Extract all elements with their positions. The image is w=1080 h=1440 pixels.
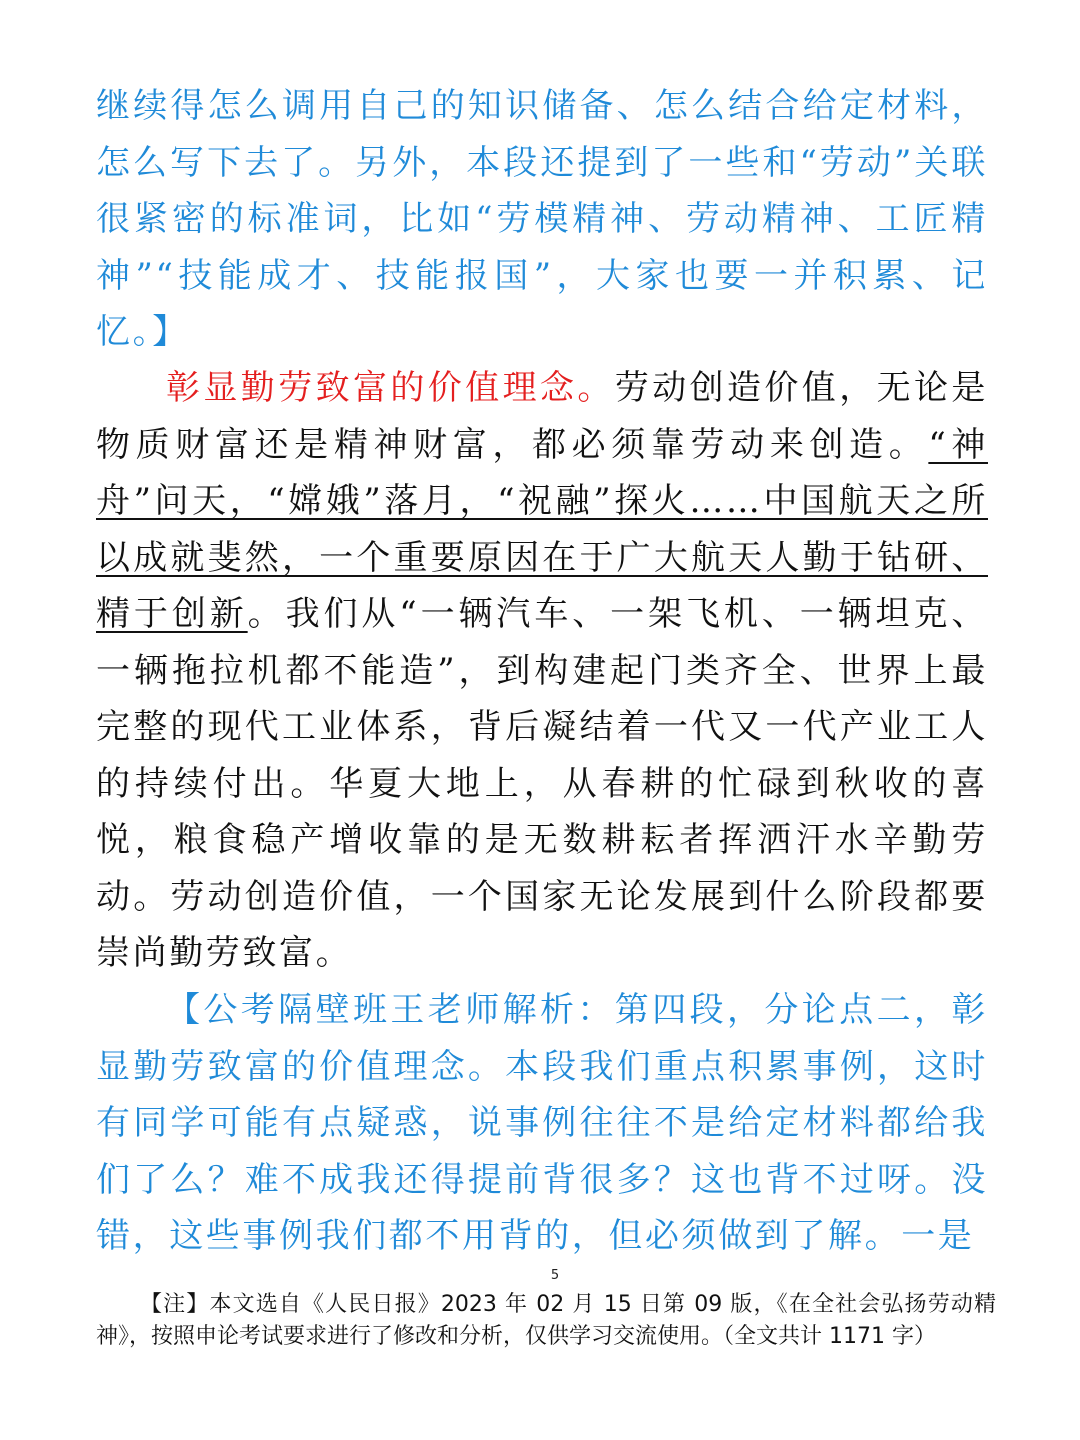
subpoint-heading: 彰显勤劳致富的价值理念。 bbox=[166, 368, 615, 408]
paragraph-text-continued: 。我们从“一辆汽车、一架飞机、一辆坦克、一辆拖拉机都不能造”，到构建起门类齐全、世界上最完整的现代工业体系，背后凝结着一代又一代产业工人的持续付出。华夏大地上，从春耕的忙碌到秋收的喜悦，粮食稳产增收靠的是无数耕耘者挥洒汗水辛勤劳动。劳动创造价值，一个国家无论发展到什么阶段都要崇尚勤劳致富。 bbox=[96, 594, 988, 973]
article-paragraph bbox=[96, 360, 988, 982]
page-number: 5 bbox=[550, 1268, 560, 1283]
footnote: 【注】本文选自《人民日报》2023 年 02 月 15 日第 09 版，《在全社会弘扬劳动精神》，按照申论考试要求进行了修改和分析，仅供学习交流使用。（全文共计 1171 字） bbox=[96, 1292, 996, 1349]
analysis-paragraph: 【公考隔壁班王老师解析：第四段，分论点二，彰显勤劳致富的价值理念。本段我们重点积累事例，这时有同学可能有点疑惑，说事例往往不是给定材料都给我们了么？难不成我还得提前背很多？这也背不过呀。没错，这些事例我们都不用背的，但必须做到了解。一是 bbox=[96, 990, 988, 1256]
analysis-paragraph-continued: 继续得怎么调用自己的知识储备、怎么结合给定材料，怎么写下去了。另外，本段还提到了一些和“劳动”关联很紧密的标准词，比如“劳模精神、劳动精神、工匠精神”“技能成才、技能报国”，大家也要一并积累、记忆。】 bbox=[96, 86, 988, 352]
underlined-example: “神舟”问天，“嫦娥”落月，“祝融”探火……中国航天之所以成就斐然，一个重要原因在于广大航天人勤于钻研、精于创新 bbox=[96, 424, 988, 634]
paragraph-text: 劳动创造价值，无论是物质财富还是精神财富，都必须靠劳动来创造。 bbox=[96, 368, 989, 465]
